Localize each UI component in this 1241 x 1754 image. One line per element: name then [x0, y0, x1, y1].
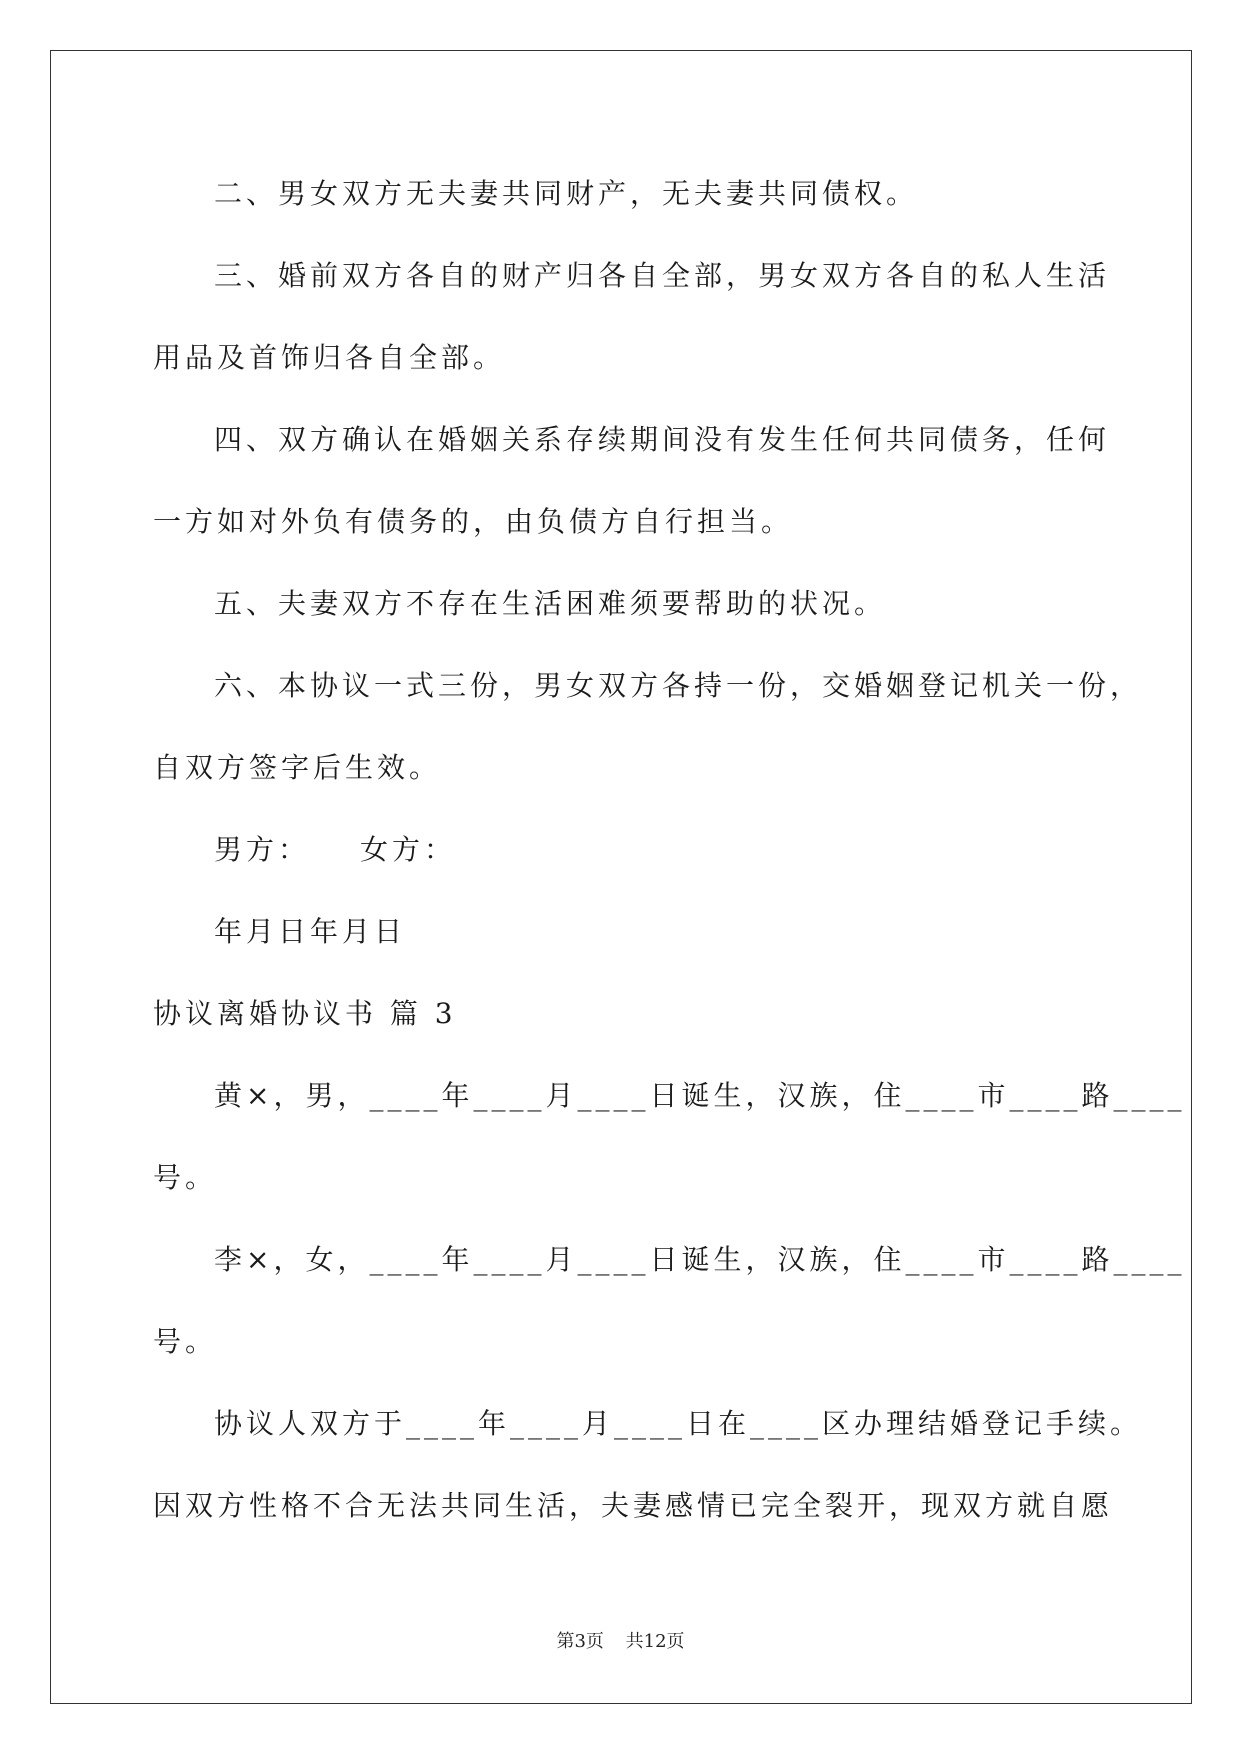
- signature-line: 男方： 女方：: [214, 833, 457, 866]
- party-male-line-2: 号。: [153, 1161, 218, 1194]
- page-footer: [0, 1630, 1241, 1654]
- total-page-count: 共12页: [625, 1631, 685, 1652]
- page-frame: [50, 50, 1192, 1704]
- clause-4-line-1: 四、双方确认在婚姻关系存续期间没有发生任何共同债务，任何: [214, 423, 1111, 456]
- clause-4-line-2: 一方如对外负有债务的，由负债方自行担当。: [153, 505, 794, 538]
- current-page-number: 第3页: [556, 1631, 604, 1652]
- marriage-registration-line: 协议人双方于____年____月____日在____区办理结婚登记手续。: [214, 1407, 1143, 1440]
- party-male-line-1: 黄×，男，____年____月____日诞生，汉族，住____市____路____: [214, 1079, 1186, 1112]
- clause-6-line-2: 自双方签字后生效。: [153, 751, 442, 784]
- clause-3-line-1: 三、婚前双方各自的财产归各自全部，男女双方各自的私人生活: [214, 259, 1111, 292]
- reason-line: 因双方性格不合无法共同生活，夫妻感情已完全裂开，现双方就自愿: [153, 1489, 1114, 1522]
- section-heading: 协议离婚协议书 篇 3: [153, 997, 457, 1030]
- clause-3-line-2: 用品及首饰归各自全部。: [153, 341, 506, 374]
- clause-2: 二、男女双方无夫妻共同财产，无夫妻共同债权。: [214, 177, 919, 210]
- party-female-line-1: 李×，女，____年____月____日诞生，汉族，住____市____路____: [214, 1243, 1186, 1276]
- date-line: 年月日年月日: [214, 915, 407, 948]
- clause-6-line-1: 六、本协议一式三份，男女双方各持一份，交婚姻登记机关一份，: [214, 669, 1143, 702]
- party-female-line-2: 号。: [153, 1325, 218, 1358]
- clause-5: 五、夫妻双方不存在生活困难须要帮助的状况。: [214, 587, 887, 620]
